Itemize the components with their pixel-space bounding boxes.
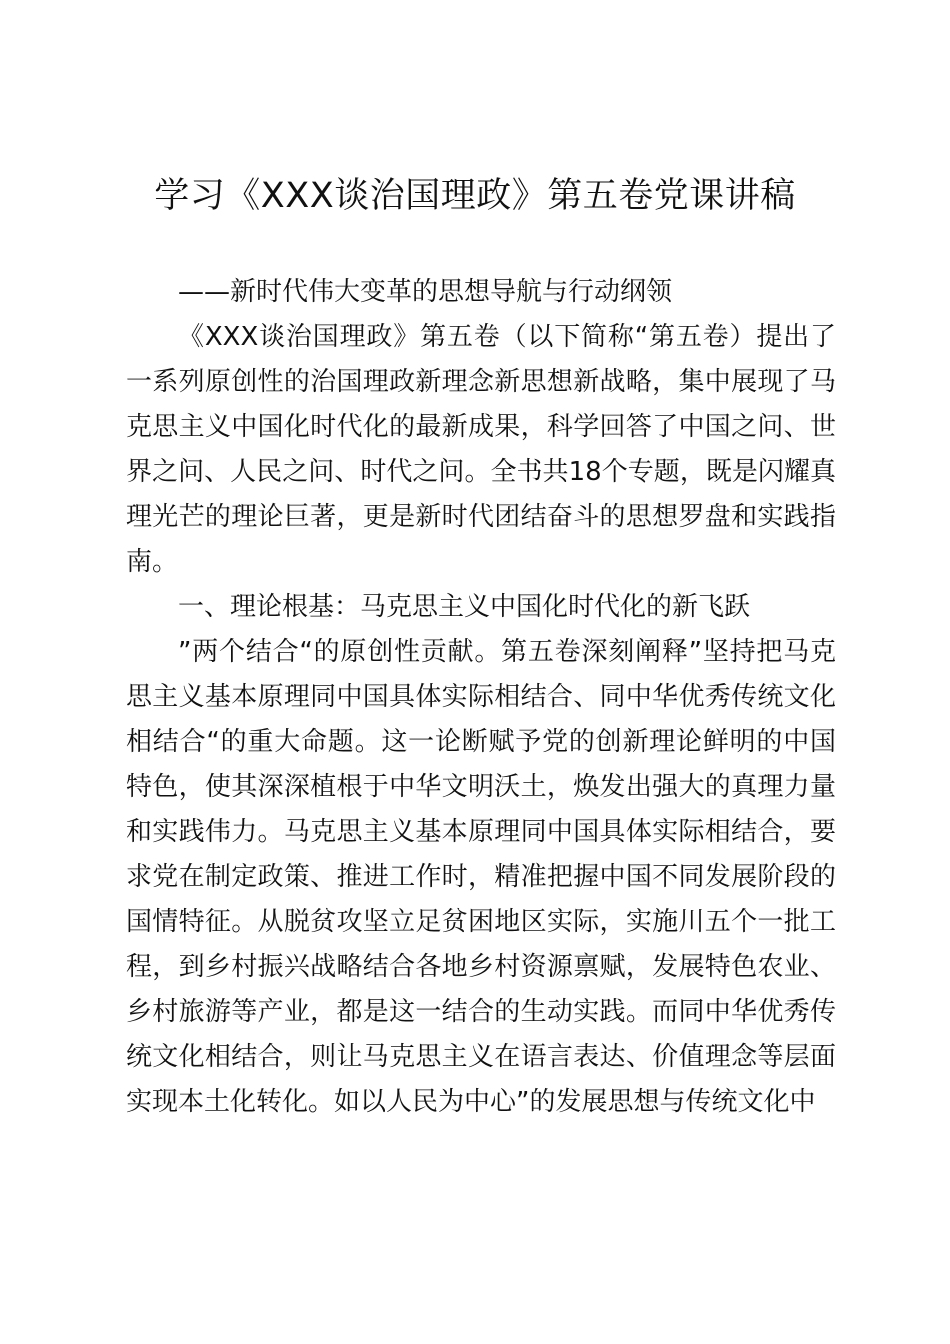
document-subtitle: ——新时代伟大变革的思想导航与行动纲领 [178,277,673,307]
document-body [126,270,836,1125]
document-title: 学习《XXX谈治国理政》第五卷党课讲稿 [154,176,796,216]
intro-paragraph: 《XXX谈治国理政》第五卷（以下简称“第五卷）提出了一系列原创性的治国理政新理念新思想新战略，集中展现了马克思主义中国化时代化的最新成果，科学回答了中国之问、世界之问、人民之问、时代之问。全书共18个专题，既是闪耀真理光芒的理论巨著，更是新时代团结奋斗的思想罗盘和实践指南。 [126,322,836,577]
section-heading: 一、理论根基：马克思主义中国化时代化的新飞跃 [178,592,751,622]
section-paragraph: ”两个结合“的原创性贡献。第五卷深刻阐释”坚持把马克思主义基本原理同中国具体实际相结合、同中华优秀传统文化相结合“的重大命题。这一论断赋予党的创新理论鲜明的中国特色，使其深深植根于中华文明沃土，焕发出强大的真理力量和实践伟力。马克思主义基本原理同中国具体实际相结合，要求党在制定政策、推进工作时，精准把握中国不同发展阶段的国情特征。从脱贫攻坚立足贫困地区实际，实施川五个一批工程，到乡村振兴战略结合各地乡村资源禀赋，发展特色农业、乡村旅游等产业，都是这一结合的生动实践。而同中华优秀传统文化相结合，则让马克思主义在语言表达、价值理念等层面实现本土化转化。如以人民为中心”的发展思想与传统文化中 [126,637,836,1117]
